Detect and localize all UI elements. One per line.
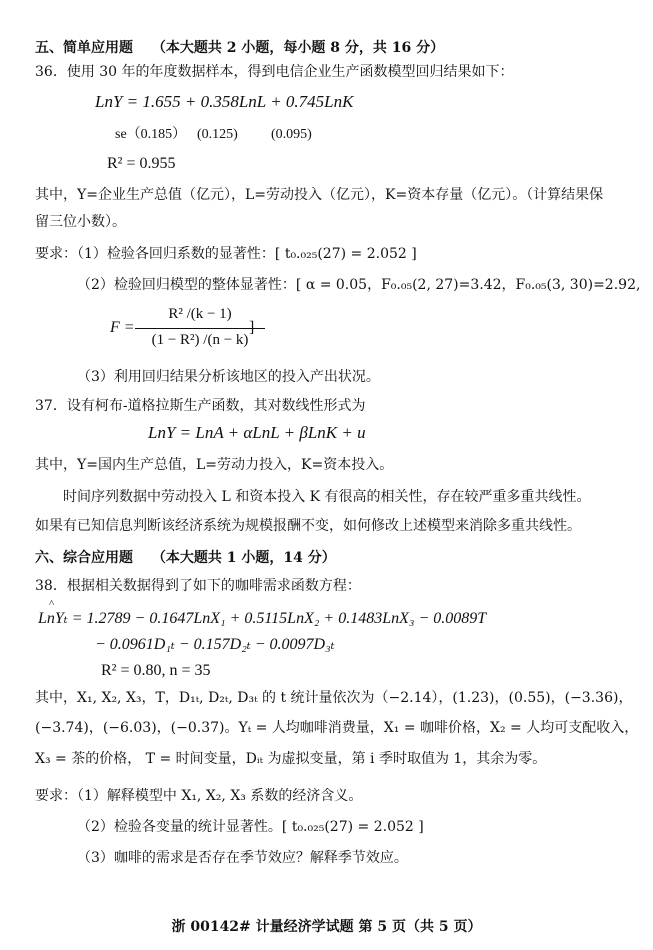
q36-se-2: (0.125) [197,127,238,142]
q38-requirement-2: （2）检验各变量的统计显著性。[ t₀.₀₂₅(27) = 2.052 ] [77,819,424,835]
q36-where-line-2: 留三位小数）。 [35,214,126,230]
q38-requirement-3: （3）咖啡的需求是否存在季节效应？解释季节效应。 [77,850,408,866]
q37-where: 其中，Y=国内生产总值，L=劳动力投入，K=资本投入。 [35,457,394,473]
q37-paragraph-1: 时间序列数据中劳动投入 L 和资本投入 K 有很高的相关性，存在较严重多重共线性。 [63,489,591,505]
q36-r-squared: R² = 0.955 [107,155,176,172]
q36-equation: LnY = 1.655 + 0.358LnL + 0.745LnK [95,92,354,111]
q36-requirement-3: （3）利用回归结果分析该地区的投入产出状况。 [77,369,380,385]
q36-f-numerator: R² /(k − 1) [168,306,232,322]
q38-equation-line-2: − 0.0961D₁ₜ − 0.157D₂ₜ − 0.0097D₃ₜ [95,636,335,653]
section-5-note: （本大题共 2 小题，每小题 8 分，共 16 分） [151,40,445,56]
q36-requirement-1: 要求：（1）检验各回归系数的显著性：[ t₀.₀₂₅(27) = 2.052 ] [35,246,417,262]
q38-where-line-1: 其中，X₁, X₂, X₃，T，D₁ₜ, D₂ₜ, D₃ₜ 的 t 统计量依次为（−2.14），(1.23)，(0.55)，(−3.36)， [35,690,633,706]
section-6-title: 六、综合应用题 [35,550,133,566]
q36-requirement-2: （2）检验回归模型的整体显著性：[ α = 0.05，F₀.₀₅(2, 27)=3.42，F₀.₀₅(3, 30)=2.92, [77,277,641,293]
q36-intro: 36．使用 30 年的年度数据样本，得到电信企业生产函数模型回归结果如下： [35,64,514,80]
section-5-heading [35,39,444,57]
q36-f-denominator: (1 − R²) /(n − k) [151,332,249,348]
q36-f-fraction-bar [135,328,265,329]
q36-se-1: se（0.185） [115,127,187,142]
q38-requirement-1: 要求：（1）解释模型中 X₁, X₂, X₃ 系数的经济含义。 [35,788,363,804]
q38-where-line-2: (−3.74)，(−6.03)，(−0.37)。Yₜ = 人均咖啡消费量，X₁ = 咖啡价格，X₂ = 人均可支配收入， [35,720,639,736]
q36-se-3: (0.095) [271,127,312,142]
q36-where-line-1: 其中，Y=企业生产总值（亿元），L=劳动投入（亿元），K=资本存量（亿元）。（计算结果保 [35,187,604,203]
q38-hat-mark: ^ [49,598,55,610]
q38-equation-line-3: R² = 0.80, n = 35 [101,662,211,679]
section-6-heading [35,549,336,567]
q38-equation-line-1: LnYₜ = 1.2789 − 0.1647LnX₁ + 0.5115LnX₂ + 0.1483LnX₃ − 0.0089T [38,610,487,627]
q36-f-fraction [135,306,265,356]
q36-f-bracket: ] [249,319,255,336]
q37-intro: 37．设有柯布-道格拉斯生产函数，其对数线性形式为 [35,398,366,414]
q37-equation: LnY = LnA + αLnL + βLnK + u [148,423,366,442]
q38-intro: 38．根据相关数据得到了如下的咖啡需求函数方程： [35,578,361,594]
q37-paragraph-2: 如果有已知信息判断该经济系统为规模报酬不变，如何修改上述模型来消除多重共线性。 [35,518,581,534]
q38-where-line-3: X₃ = 茶的价格， T = 时间变量，Dᵢₜ 为虚拟变量，第 i 季时取值为 1，其余为零。 [35,751,547,767]
section-6-note: （本大题共 1 小题，14 分） [151,550,336,566]
q36-f-lhs: F = [110,319,135,336]
section-5-title: 五、简单应用题 [35,40,133,56]
page-footer: 浙 00142# 计量经济学试题 第 5 页（共 5 页） [171,919,482,935]
